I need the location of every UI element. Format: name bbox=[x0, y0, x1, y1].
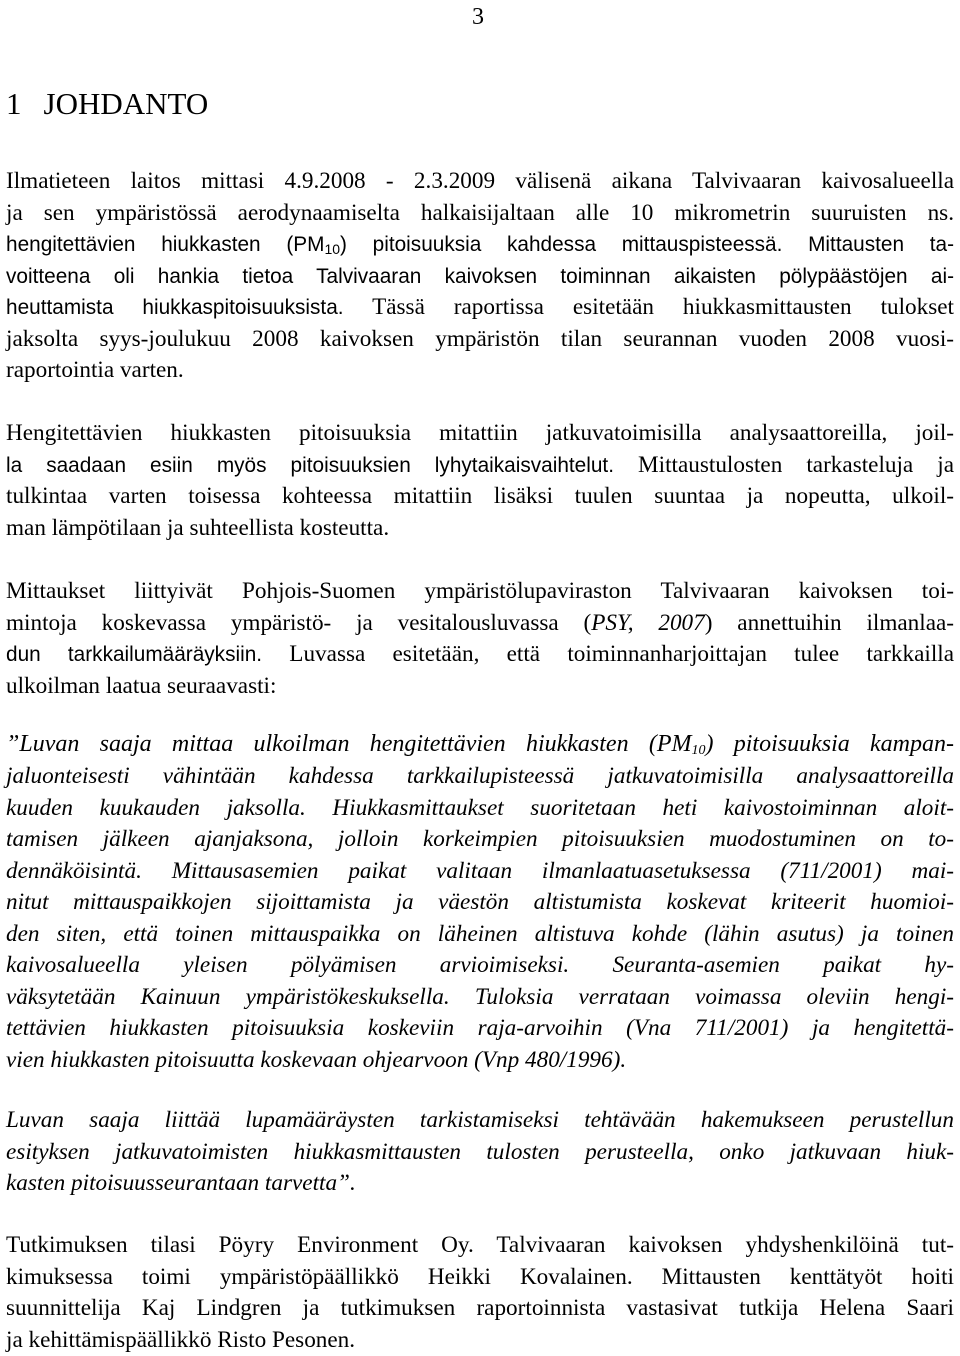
text-span: Tässä raportissa esitetään hiukkasmittausten tulokset bbox=[343, 294, 954, 320]
text-line bbox=[6, 727, 954, 761]
permit-quote-continued bbox=[6, 1105, 954, 1200]
text-line: ulkoilman laatua seuraavasti: bbox=[6, 672, 277, 699]
section-heading bbox=[6, 84, 208, 124]
paragraph-permit bbox=[6, 576, 954, 702]
text-span: hengitettävien hiukkasten (PM bbox=[6, 233, 325, 256]
text-line: den siten, että toinen mittauspaikka on läheinen altistuva kohde (lähin asutus) ja toinen bbox=[6, 920, 954, 947]
text-span: Luvassa esitetään, että toiminnanharjoittajan tulee tarkkailla bbox=[262, 641, 954, 667]
text-line: tamisen jälkeen ajanjaksona, jolloin korkeimpien pitoisuuksien muodostuminen on to- bbox=[6, 826, 954, 852]
permit-quote bbox=[6, 727, 954, 1076]
text-span: mintoja koskevassa ympäristö- ja vesitalousluvassa ( bbox=[6, 609, 592, 636]
text-line: Luvan saaja liittää lupamääräysten tarkistamiseksi tehtävään hakemukseen perustellun bbox=[6, 1107, 954, 1133]
text-line: tettävien hiukkasten pitoisuuksia koskeviin raja-arvoihin (Vna 711/2001) ja hengitettä- bbox=[6, 1015, 954, 1041]
text-line bbox=[6, 608, 954, 640]
text-line bbox=[6, 292, 954, 324]
paragraph-intro bbox=[6, 166, 954, 387]
text-line: ja kehittämispäällikkö Risto Pesonen. bbox=[6, 1326, 356, 1353]
text-span: ) pitoisuuksia kahdessa mittauspisteessä. Mittausten ta- bbox=[340, 233, 955, 256]
text-line: Mittaukset liittyivät Pohjois-Suomen ympäristölupaviraston Talvivaaran kaivoksen toi- bbox=[6, 578, 954, 604]
text-line: Ilmatieteen laitos mittasi 4.9.2008 - 2.3.2009 välisenä aikana Talvivaaran kaivosalueella bbox=[6, 168, 954, 194]
text-line: kasten pitoisuusseurantaan tarvetta”. bbox=[6, 1170, 356, 1196]
text-line: kimuksessa toimi ympäristöpäällikkö Heikki Kovalainen. Mittausten kenttätyöt hoiti bbox=[6, 1263, 954, 1290]
text-line: Hengitettävien hiukkasten pitoisuuksia mitattiin jatkuvatoimisilla analysaattoreilla, joil- bbox=[6, 420, 954, 446]
text-line: raportointia varten. bbox=[6, 357, 184, 383]
text-span: dun tarkkailumääräyksiin. bbox=[6, 643, 263, 666]
text-span: Mittaustulosten tarkasteluja ja bbox=[613, 451, 954, 478]
text-line: vien hiukkasten pitoisuutta koskevaan ohjearvoon (Vnp 480/1996). bbox=[6, 1046, 627, 1073]
section-number: 1 bbox=[6, 86, 22, 121]
text-line bbox=[6, 229, 954, 261]
text-line: suunnittelija Kaj Lindgren ja tutkimuksen raportoinnista vastasivat tutkija Helena Saari bbox=[6, 1295, 954, 1321]
text-line: tulkintaa varten toisessa kohteessa mitattiin lisäksi tuulen suuntaa ja nopeutta, ulkoil- bbox=[6, 483, 954, 509]
text-span: ) pitoisuuksia kampan- bbox=[705, 731, 954, 757]
subscript: 10 bbox=[691, 743, 706, 758]
citation: PSY, 2007 bbox=[591, 609, 705, 636]
section-title: JOHDANTO bbox=[43, 86, 209, 121]
paragraph-methods bbox=[6, 418, 954, 544]
text-span: ”Luvan saaja mittaa ulkoilman hengitettävien hiukkasten (PM bbox=[6, 731, 692, 757]
text-line: kuuden kuukauden jaksolla. Hiukkasmittaukset suoritetaan heti kaivostoiminnan aloit- bbox=[6, 794, 954, 821]
text-line: ja sen ympäristössä aerodynaamiselta halkaisijaltaan alle 10 mikrometrin suuruisten ns. bbox=[6, 199, 954, 226]
text-span: la saadaan esiin myös pitoisuuksien lyhytaikaisvaihtelut. bbox=[6, 453, 614, 477]
text-line: väksytetään Kainuun ympäristökeskuksella. Tuloksia verrataan voimassa oleviin hengi- bbox=[6, 983, 954, 1010]
text-line: man lämpötilaan ja suhteellista kosteutta. bbox=[6, 514, 390, 541]
text-line bbox=[6, 450, 954, 482]
paragraph-credits bbox=[6, 1230, 954, 1356]
text-span: ) annettuihin ilmanlaa- bbox=[704, 609, 954, 636]
text-line: nitut mittauspaikkojen sijoittamista ja väestön altistumista koskevat kriteerit huomioi- bbox=[6, 889, 954, 915]
text-span: heuttamista hiukkaspitoisuuksista. bbox=[6, 296, 344, 319]
text-line bbox=[6, 639, 954, 671]
text-line: jaluonteisesti vähintään kahdessa tarkkailupisteessä jatkuvatoimisilla analysaattoreilla bbox=[6, 763, 954, 789]
text-line: esityksen jatkuvatoimisten hiukkasmittausten tulosten perusteella, onko jatkuvaan hiuk- bbox=[6, 1138, 954, 1165]
text-line: jaksolta syys-joulukuu 2008 kaivoksen ympäristön tilan seurannan vuoden 2008 vuosi- bbox=[6, 325, 954, 352]
text-line: voitteena oli hankia tietoa Talvivaaran kaivoksen toiminnan aikaisten pölypäästöjen ai- bbox=[6, 264, 954, 288]
text-line: kaivosalueella yleisen pölyämisen arvioimiseksi. Seuranta-asemien paikat hy- bbox=[6, 952, 954, 978]
page-number: 3 bbox=[472, 4, 484, 30]
text-line: Tutkimuksen tilasi Pöyry Environment Oy. Talvivaaran kaivoksen yhdyshenkilöinä tut- bbox=[6, 1232, 954, 1258]
subscript: 10 bbox=[324, 241, 341, 257]
text-line: dennäköisintä. Mittausasemien paikat valitaan ilmanlaatuasetuksessa (711/2001) mai- bbox=[6, 857, 954, 884]
